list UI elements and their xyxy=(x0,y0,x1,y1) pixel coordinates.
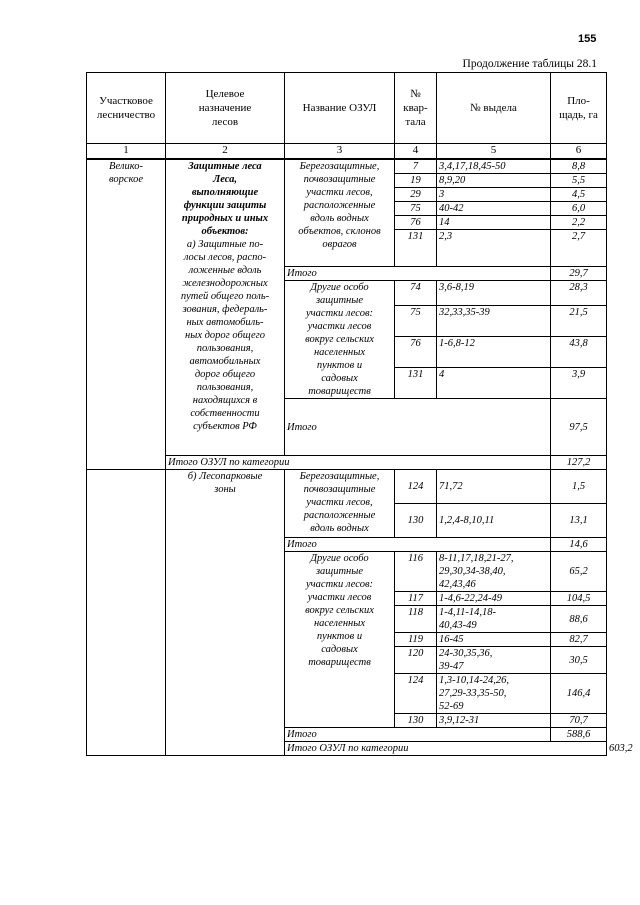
purpose-a-cell xyxy=(166,159,285,456)
subtotal-label: Итого xyxy=(285,399,551,456)
area-cell: 88,6 xyxy=(551,606,607,633)
ozul-name: Другие особо защитные участки лесов: участки лесов вокруг сельских населенных пунктов и садовых товариществ xyxy=(285,281,395,399)
quarter-cell: 75 xyxy=(395,306,437,337)
quarter-cell: 124 xyxy=(395,674,437,714)
allotment-cell: 16-45 xyxy=(437,633,551,647)
quarter-cell: 19 xyxy=(395,174,437,188)
allotment-cell: 3,6-8,19 xyxy=(437,281,551,306)
allotment-cell: 3,9,12-31 xyxy=(437,714,551,728)
allotment-cell: 1,3-10,14-24,26, 27,29-33,35-50, 52-69 xyxy=(437,674,551,714)
quarter-cell: 76 xyxy=(395,216,437,230)
header-allotment: № выдела xyxy=(437,73,551,144)
allotment-cell: 3,4,17,18,45-50 xyxy=(437,159,551,174)
forest-zones-table xyxy=(86,72,633,756)
header-forestry: Участковое лесничество xyxy=(87,73,166,144)
area-cell: 82,7 xyxy=(551,633,607,647)
quarter-cell: 131 xyxy=(395,368,437,399)
column-number: 2 xyxy=(166,144,285,160)
allotment-cell: 8-11,17,18,21-27, 29,30,34-38,40, 42,43,46 xyxy=(437,552,551,592)
area-cell: 21,5 xyxy=(551,306,607,337)
allotment-cell: 3 xyxy=(437,188,551,202)
quarter-cell: 130 xyxy=(395,714,437,728)
category-total-label: Итого ОЗУЛ по категории xyxy=(285,742,607,756)
area-cell: 4,5 xyxy=(551,188,607,202)
subtotal-value: 14,6 xyxy=(551,538,607,552)
ozul-name: Берегозащитные, почвозащитные участки лесов, расположенные вдоль водных xyxy=(285,470,395,538)
area-cell: 3,9 xyxy=(551,368,607,399)
area-cell: 104,5 xyxy=(551,592,607,606)
allotment-cell: 71,72 xyxy=(437,470,551,504)
quarter-cell: 116 xyxy=(395,552,437,592)
table-continuation-caption: Продолжение таблицы 28.1 xyxy=(462,58,597,70)
column-number: 1 xyxy=(87,144,166,160)
quarter-cell: 75 xyxy=(395,202,437,216)
subtotal-value: 588,6 xyxy=(551,728,607,742)
area-cell: 6,0 xyxy=(551,202,607,216)
quarter-cell: 76 xyxy=(395,337,437,368)
subtotal-value: 29,7 xyxy=(551,267,607,281)
column-number-row xyxy=(87,144,607,160)
category-total-row: Итого ОЗУЛ по категории 603,2 xyxy=(87,742,607,756)
column-number: 6 xyxy=(551,144,607,160)
quarter-cell: 119 xyxy=(395,633,437,647)
quarter-cell: 118 xyxy=(395,606,437,633)
allotment-cell: 1,2,4-8,10,11 xyxy=(437,504,551,538)
area-cell: 146,4 xyxy=(551,674,607,714)
area-cell: 8,8 xyxy=(551,159,607,174)
allotment-cell: 40-42 xyxy=(437,202,551,216)
quarter-cell: 130 xyxy=(395,504,437,538)
category-total-label: Итого ОЗУЛ по категории xyxy=(166,456,551,470)
subtotal-label: Итого xyxy=(285,267,551,281)
purpose-b: б) Лесопарковые зоны xyxy=(166,470,285,756)
area-cell: 13,1 xyxy=(551,504,607,538)
header-quarter: № квар- тала xyxy=(395,73,437,144)
allotment-cell: 24-30,35,36, 39-47 xyxy=(437,647,551,674)
column-number: 4 xyxy=(395,144,437,160)
area-cell: 28,3 xyxy=(551,281,607,306)
subtotal-label: Итого xyxy=(285,728,551,742)
subtotal-label: Итого xyxy=(285,538,551,552)
page-number: 155 xyxy=(578,33,597,45)
table-row xyxy=(87,159,607,174)
allotment-cell: 4 xyxy=(437,368,551,399)
area-cell: 5,5 xyxy=(551,174,607,188)
allotment-cell: 8,9,20 xyxy=(437,174,551,188)
ozul-name: Другие особо защитные участки лесов: участки лесов вокруг сельских населенных пунктов и садовых товариществ xyxy=(285,552,395,728)
area-cell: 43,8 xyxy=(551,337,607,368)
quarter-cell: 7 xyxy=(395,159,437,174)
allotment-cell: 1-4,11-14,18- 40,43-49 xyxy=(437,606,551,633)
allotment-cell: 14 xyxy=(437,216,551,230)
ozul-name: Берегозащитные, почвозащитные участки лесов, расположенные вдоль водных объектов, склонов оврагов xyxy=(285,159,395,267)
column-number: 3 xyxy=(285,144,395,160)
area-cell: 30,5 xyxy=(551,647,607,674)
allotment-cell: 32,33,35-39 xyxy=(437,306,551,337)
allotment-cell: 1-4,6-22,24-49 xyxy=(437,592,551,606)
quarter-cell: 131 xyxy=(395,230,437,267)
quarter-cell: 124 xyxy=(395,470,437,504)
table-row xyxy=(87,470,607,504)
area-cell: 2,2 xyxy=(551,216,607,230)
quarter-cell: 74 xyxy=(395,281,437,306)
column-number: 5 xyxy=(437,144,551,160)
allotment-cell: 1-6,8-12 xyxy=(437,337,551,368)
purpose-a-title: Защитные леса Леса, выполняющие функции защиты природных и иных объектов: xyxy=(181,161,269,237)
header-purpose: Целевое назначение лесов xyxy=(166,73,285,144)
forestry-name-continued xyxy=(87,470,166,756)
table-header-row xyxy=(87,73,607,144)
header-area: Пло- щадь, га xyxy=(551,73,607,144)
allotment-cell: 2,3 xyxy=(437,230,551,267)
area-cell: 70,7 xyxy=(551,714,607,728)
subtotal-value: 97,5 xyxy=(551,399,607,456)
forestry-name: Велико- ворское xyxy=(87,159,166,470)
purpose-a-text: а) Защитные по- лосы лесов, распо- ложенные вдоль железнодорожных путей общего поль- зования, федераль- ных автомобиль- ных дорог общего пользования, автомобильных дорог общего пользования, находящихся в собственности субъектов РФ xyxy=(180,239,270,432)
category-total-value: 127,2 xyxy=(551,456,607,470)
quarter-cell: 120 xyxy=(395,647,437,674)
area-cell: 65,2 xyxy=(551,552,607,592)
area-cell: 1,5 xyxy=(551,470,607,504)
quarter-cell: 117 xyxy=(395,592,437,606)
header-ozul: Название ОЗУЛ xyxy=(285,73,395,144)
area-cell: 2,7 xyxy=(551,230,607,267)
quarter-cell: 29 xyxy=(395,188,437,202)
